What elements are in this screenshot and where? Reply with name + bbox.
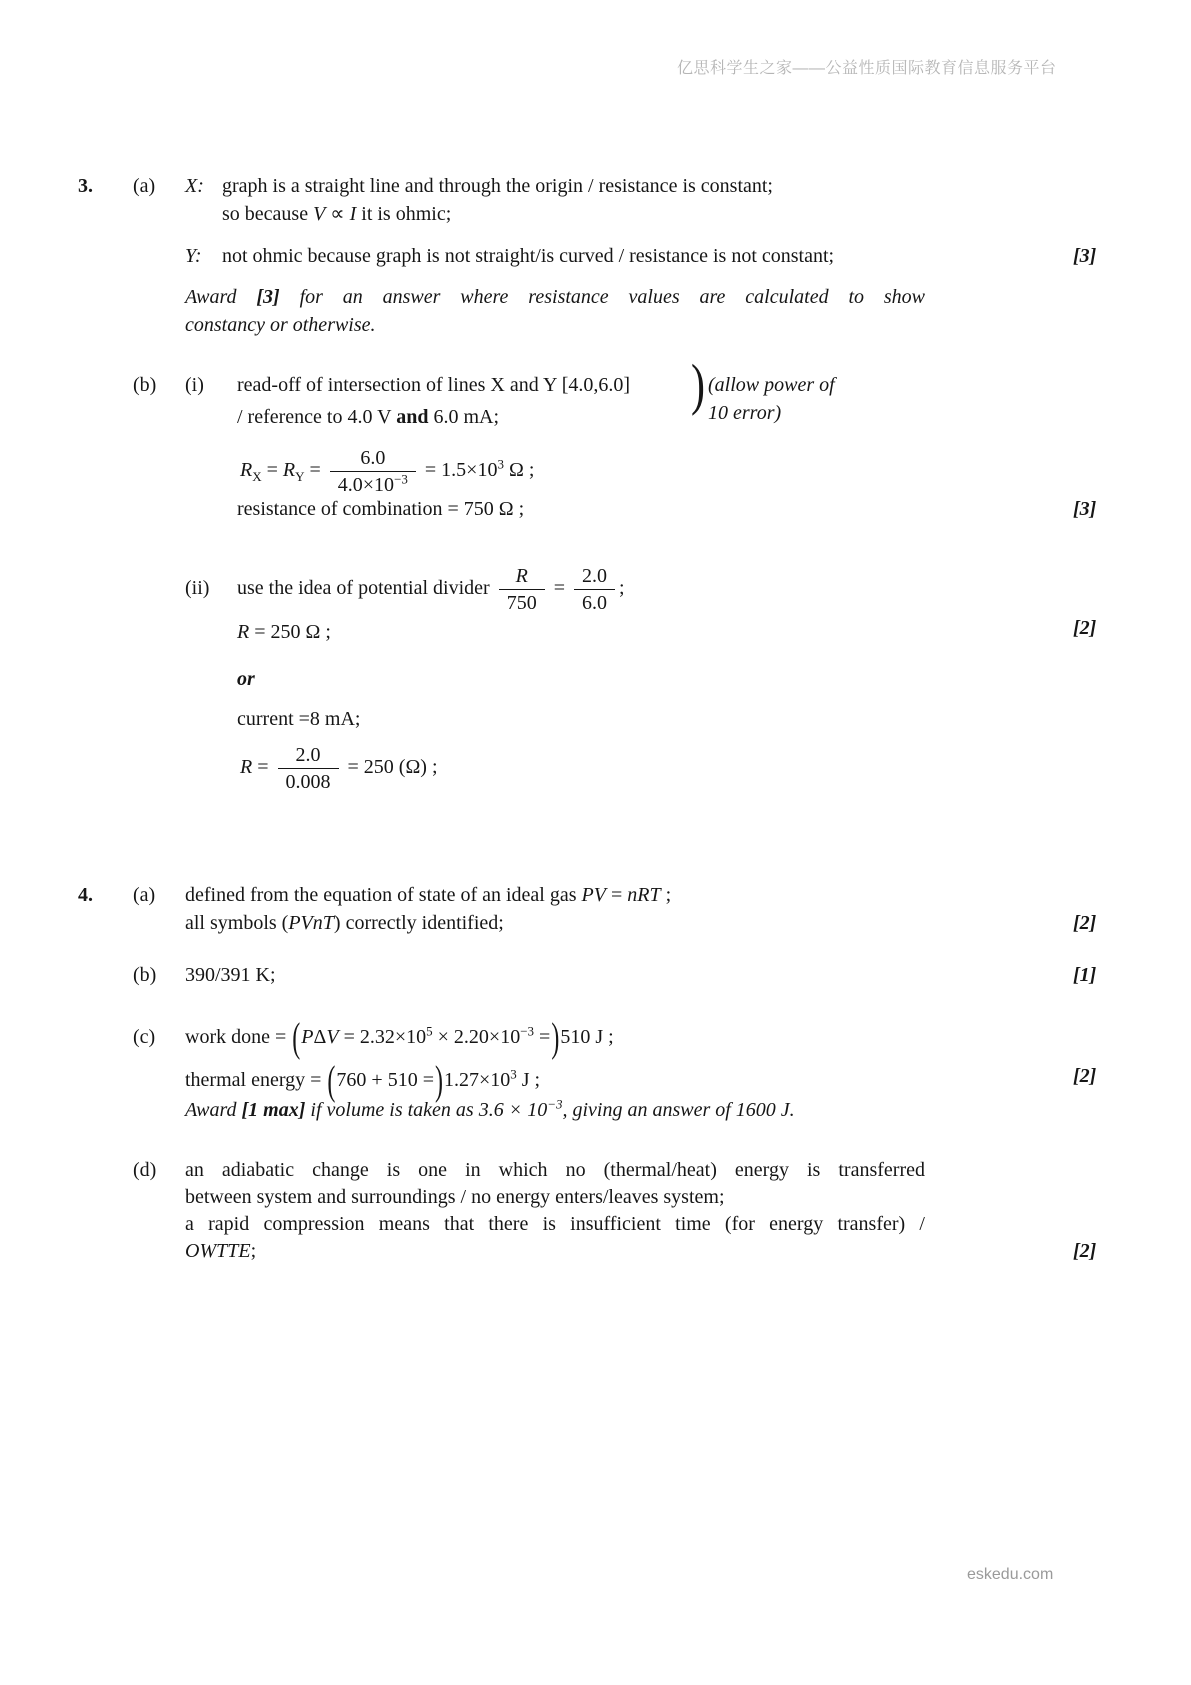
q4d-text1: an adiabatic change is one in which no (thermal/heat) energy is transferred [185,1159,925,1181]
mark-q4d: [2] [1073,1240,1097,1262]
q3bii-line1 [78,564,625,615]
close-paren: ) [434,1059,443,1105]
grouping-brace: ) [691,354,705,418]
fraction-numerator: R [515,565,528,587]
delta-symbol: Δ [313,1026,327,1048]
q3bi-line1 [78,371,630,399]
q3a-award-line1 [185,283,925,311]
formula-result: = 250 (Ω) ; [342,756,438,779]
q3bi-line2 [237,403,499,431]
fraction-denominator: 750 [499,589,545,615]
fraction-denominator [330,471,416,497]
q4c-result1: 510 J ; [560,1026,614,1048]
q4c-line2 [185,1059,541,1105]
q4c-calc1: = 2.32×10 [338,1026,427,1048]
resistance-r: R [237,621,250,643]
award-mark: [1 max] [241,1099,306,1121]
q3bi-label: (i) [185,374,204,396]
q3a-line1 [78,172,773,200]
semicolon: ; [618,577,625,600]
fraction-denominator: 6.0 [574,589,615,615]
q3a-y-line [185,242,834,270]
award-rest: , giving an answer of 1600 J. [562,1099,795,1121]
symbol-v: V [326,1026,339,1048]
q3bi-text1: read-off of intersection of lines X and Y [4.0,6.0] [237,374,631,396]
formula-result: = 1.5×10 [419,459,498,482]
q3a-symbol-v: V [313,203,326,225]
q4c-label: (c) [133,1026,156,1048]
award-word: Award [185,286,257,308]
q4c-text1: work done = [185,1026,292,1048]
symbol-p: P [301,1026,314,1048]
award-rest: for an answer where resistance values are calculated to show [279,286,925,308]
q3bi-formula [240,446,534,497]
allow-note-line1: (allow power of [708,374,835,396]
q4a-line2-post: ) correctly identified; [333,912,504,934]
q4a-line2-pre: all symbols ( [185,912,289,934]
resistance-ry: R [282,459,296,482]
mark-q4b: [1] [1073,964,1097,986]
equals: = [304,459,326,482]
equals: = [252,756,274,779]
q4d-line1 [133,1156,925,1184]
owtte-abbrev: OWTTE [185,1240,251,1262]
exponent: −3 [547,1096,563,1112]
den-base: 4.0×10 [337,474,395,496]
award-mid: if volume is taken as 3.6 × 10 [305,1099,548,1121]
semicolon: ; [660,884,672,906]
q4a-label: (a) [133,884,156,906]
q3a-x-prefix: X: [185,175,204,197]
ry-subscript: Y [295,469,305,485]
q4d-line4 [185,1237,256,1265]
q3a-y-prefix: Y: [185,245,202,267]
q3a-line2-pre: so because [222,203,314,225]
q3a-award-line2: constancy or otherwise. [185,314,376,336]
resistance-r: R [240,756,253,779]
q4c-text2: thermal energy = [185,1069,327,1091]
mark-q3bi: [3] [1073,498,1097,520]
q4d-line3 [185,1210,925,1238]
q3a-label: (a) [133,175,156,197]
mark-q4a: [2] [1073,912,1097,934]
q3bii-line2 [237,618,331,646]
symbol-pvnt: PVnT [288,912,334,934]
q4c-line1 [133,1016,614,1062]
rx-subscript: X [252,469,262,485]
q3a-symbol-i: I [349,203,357,225]
q4a-line2 [185,909,504,937]
q4-number: 4. [78,884,93,906]
equals: = [605,884,628,906]
equals: = [261,459,283,482]
q4c-result2: 1.27×10 [443,1069,511,1091]
q3bii-formula2 [240,743,438,794]
q4d-label: (d) [133,1159,157,1181]
q3bi-line2-pre: / reference to 4.0 V [237,406,397,428]
q4c-calc2: × 2.20×10 [432,1026,521,1048]
fraction-numerator: 6.0 [360,447,386,469]
fraction-numerator: 2.0 [295,744,321,766]
fraction-numerator: 2.0 [581,565,607,587]
exponent: 3 [510,1066,517,1082]
open-paren: ( [292,1016,301,1062]
result-exponent: 3 [497,456,504,472]
q4c-unit: J ; [516,1069,541,1091]
award-word: Award [185,1099,242,1121]
equals: = [534,1026,551,1048]
fraction [574,564,615,615]
q4c-award [185,1096,795,1124]
symbol-nrt: nRT [627,884,661,906]
q3bii-label: (ii) [185,577,210,600]
q4c-calc3: 760 + 510 = [336,1069,434,1091]
mark-q4c: [2] [1073,1065,1097,1087]
q3b-label: (b) [133,374,157,396]
fraction [278,743,339,794]
q4b-line [133,961,276,989]
resistance-rx: R [240,459,253,482]
exponent: 5 [426,1023,433,1039]
q4b-label: (b) [133,964,157,986]
equals: = [548,577,570,600]
exponent: −3 [520,1023,535,1039]
semicolon: ; [250,1240,257,1262]
mark-q3bii: [2] [1073,617,1097,639]
den-exponent: −3 [394,471,408,487]
q4a-text1: defined from the equation of state of an ideal gas [185,884,582,906]
q4d-line2: between system and surroundings / no energy enters/leaves system; [185,1186,725,1208]
q4a-line1 [78,881,671,909]
q3a-x-text: graph is a straight line and through the origin / resistance is constant; [222,175,773,197]
result-unit: Ω ; [503,459,535,482]
q3a-y-text: not ohmic because graph is not straight/is curved / resistance is not constant; [222,245,835,267]
q3a-line2-post: it is ohmic; [356,203,452,225]
open-paren: ( [327,1059,336,1105]
q3-number: 3. [78,175,93,197]
q3a-line2 [222,200,451,228]
proportional-symbol: ∝ [325,203,350,225]
q3bii-or: or [237,668,255,690]
q3bi-and: and [396,406,429,428]
mark-q3a: [3] [1073,245,1097,267]
q4d-text3: a rapid compression means that there is insufficient time (for energy transfer) / [185,1213,925,1235]
fraction [499,564,545,615]
watermark: eskedu.com [967,1566,1054,1583]
q3bi-allow-note [708,371,835,427]
q3bii-line3: current =8 mA; [237,708,361,730]
q3bii-line2-rest: = 250 Ω ; [249,621,331,643]
q4b-text: 390/391 K; [185,964,276,986]
fraction [330,446,416,497]
q3bi-line2-post: 6.0 mA; [428,406,500,428]
award-mark: [3] [256,286,280,308]
close-paren: ) [551,1016,560,1062]
fraction-denominator: 0.008 [278,768,339,794]
symbol-pv: PV [581,884,606,906]
q3bi-line3: resistance of combination = 750 Ω ; [237,498,525,520]
site-banner: 亿思科学生之家——公益性质国际教育信息服务平台 [677,60,1057,77]
allow-note-line2: 10 error) [708,402,782,424]
q3bii-text1: use the idea of potential divider [237,577,495,600]
